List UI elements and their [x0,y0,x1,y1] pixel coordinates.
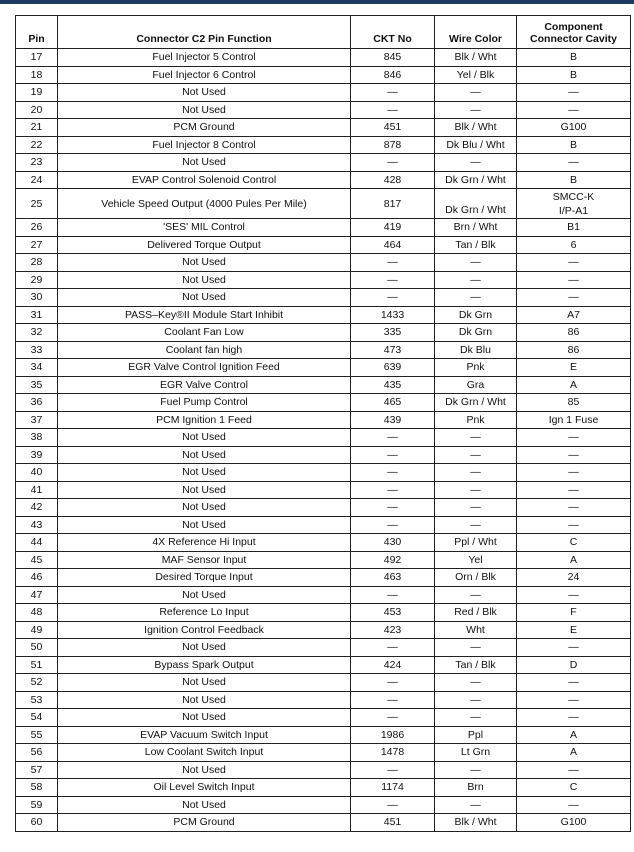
pin-cell: 35 [16,376,58,394]
ckt-cell: 492 [351,551,435,569]
function-cell: Not Used [58,796,351,814]
wire-color-cell: — [435,796,517,814]
ckt-cell: 423 [351,621,435,639]
pin-cell: 29 [16,271,58,289]
pin-cell: 57 [16,761,58,779]
cavity-cell: Ign 1 Fuse [517,411,631,429]
pin-cell: 21 [16,119,58,137]
function-cell: Low Coolant Switch Input [58,744,351,762]
ckt-cell: — [351,429,435,447]
wire-color-cell: — [435,101,517,119]
cavity-cell: — [517,154,631,172]
wire-color-cell: — [435,464,517,482]
ckt-cell: 435 [351,376,435,394]
ckt-cell: — [351,289,435,307]
function-cell: Coolant fan high [58,341,351,359]
function-cell: PASS–Key®II Module Start Inhibit [58,306,351,324]
ckt-cell: — [351,154,435,172]
ckt-cell: 1174 [351,779,435,797]
table-row [16,394,631,412]
ckt-cell: 419 [351,219,435,237]
table-row [16,586,631,604]
cavity-cell: G100 [517,119,631,137]
cavity-cell: B [517,49,631,67]
cavity-cell: — [517,446,631,464]
cavity-cell: C [517,534,631,552]
table-row [16,254,631,272]
table-header-row [16,16,631,49]
function-cell: Not Used [58,84,351,102]
pin-cell: 43 [16,516,58,534]
ckt-cell: 1478 [351,744,435,762]
ckt-cell: 817 [351,189,435,219]
header-ckt: CKT No [351,16,435,49]
ckt-cell: 451 [351,119,435,137]
function-cell: PCM Ground [58,119,351,137]
wire-color-cell: Dk Grn / Wht [435,394,517,412]
table-row [16,341,631,359]
wire-color-cell: Yel [435,551,517,569]
pin-cell: 49 [16,621,58,639]
pin-cell: 39 [16,446,58,464]
table-row [16,136,631,154]
wire-color-cell: Ppl [435,726,517,744]
pin-cell: 54 [16,709,58,727]
table-row [16,219,631,237]
wire-color-cell: Brn [435,779,517,797]
cavity-cell: D [517,656,631,674]
pin-cell: 24 [16,171,58,189]
function-cell: Fuel Injector 5 Control [58,49,351,67]
table-row [16,796,631,814]
table-row [16,411,631,429]
pin-cell: 18 [16,66,58,84]
wire-color-cell: Gra [435,376,517,394]
function-cell: Not Used [58,289,351,307]
cavity-cell: A7 [517,306,631,324]
pin-cell: 33 [16,341,58,359]
function-cell: Fuel Injector 8 Control [58,136,351,154]
ckt-cell: 473 [351,341,435,359]
function-cell: Not Used [58,464,351,482]
table-row [16,359,631,377]
pin-cell: 55 [16,726,58,744]
pin-cell: 48 [16,604,58,622]
function-cell: 4X Reference Hi Input [58,534,351,552]
pin-cell: 51 [16,656,58,674]
wire-color-cell: — [435,84,517,102]
pin-cell: 30 [16,289,58,307]
pin-cell: 26 [16,219,58,237]
pin-function-table [15,15,631,832]
table-row [16,236,631,254]
function-cell: Reference Lo Input [58,604,351,622]
pin-cell: 38 [16,429,58,447]
function-cell: PCM Ground [58,814,351,832]
table-row [16,621,631,639]
table-row [16,154,631,172]
function-cell: Fuel Injector 6 Control [58,66,351,84]
ckt-cell: — [351,796,435,814]
cavity-cell: 24 [517,569,631,587]
function-cell: Not Used [58,154,351,172]
ckt-cell: — [351,691,435,709]
cavity-cell: — [517,464,631,482]
function-cell: Not Used [58,481,351,499]
wire-color-cell: — [435,761,517,779]
function-cell: Not Used [58,429,351,447]
table-row [16,726,631,744]
pin-cell: 60 [16,814,58,832]
ckt-cell: 1433 [351,306,435,324]
cavity-cell: — [517,796,631,814]
pin-cell: 31 [16,306,58,324]
wire-color-cell: — [435,446,517,464]
cavity-cell: A [517,726,631,744]
wire-color-cell: Lt Grn [435,744,517,762]
cavity-cell: — [517,516,631,534]
ckt-cell: — [351,271,435,289]
pin-cell: 59 [16,796,58,814]
wire-color-cell: Dk Grn / Wht [435,189,517,219]
table-row [16,639,631,657]
table-row [16,481,631,499]
cavity-cell: 6 [517,236,631,254]
cavity-cell: A [517,551,631,569]
table-row [16,534,631,552]
function-cell: Not Used [58,674,351,692]
table-row [16,499,631,517]
ckt-cell: — [351,254,435,272]
table-row [16,516,631,534]
header-cavity-line2: Connector Cavity [530,33,617,45]
pin-cell: 22 [16,136,58,154]
wire-color-cell: Dk Blu / Wht [435,136,517,154]
table-row [16,691,631,709]
pin-cell: 28 [16,254,58,272]
ckt-cell: 439 [351,411,435,429]
pin-cell: 47 [16,586,58,604]
cavity-cell: — [517,271,631,289]
cavity-cell: — [517,254,631,272]
wire-color-cell: Tan / Blk [435,656,517,674]
cavity-cell: B [517,171,631,189]
function-cell: Not Used [58,639,351,657]
cavity-cell: — [517,429,631,447]
pin-cell: 52 [16,674,58,692]
cavity-cell: — [517,639,631,657]
function-cell: Ignition Control Feedback [58,621,351,639]
wire-color-cell: Dk Blu [435,341,517,359]
function-cell: Not Used [58,499,351,517]
pin-cell: 19 [16,84,58,102]
cavity-cell: — [517,84,631,102]
ckt-cell: 453 [351,604,435,622]
ckt-cell: — [351,709,435,727]
table-row [16,49,631,67]
function-cell: Not Used [58,586,351,604]
ckt-cell: — [351,639,435,657]
function-cell: Delivered Torque Output [58,236,351,254]
cavity-cell: — [517,101,631,119]
wire-color-cell: Blk / Wht [435,49,517,67]
table-row [16,656,631,674]
function-cell: MAF Sensor Input [58,551,351,569]
ckt-cell: — [351,464,435,482]
ckt-cell: 846 [351,66,435,84]
ckt-cell: — [351,761,435,779]
function-cell: EGR Valve Control [58,376,351,394]
table-row [16,779,631,797]
function-cell: Not Used [58,761,351,779]
pin-cell: 40 [16,464,58,482]
function-cell: Not Used [58,709,351,727]
cavity-cell [517,189,631,219]
wire-color-cell: Orn / Blk [435,569,517,587]
ckt-cell: — [351,499,435,517]
function-cell: Not Used [58,446,351,464]
header-wire-color: Wire Color [435,16,517,49]
wire-color-cell: Pnk [435,359,517,377]
cavity-cell: — [517,586,631,604]
wire-color-cell: Blk / Wht [435,119,517,137]
function-cell: Not Used [58,691,351,709]
pin-cell: 27 [16,236,58,254]
function-cell: EGR Valve Control Ignition Feed [58,359,351,377]
wire-color-cell: Blk / Wht [435,814,517,832]
function-cell: 'SES' MIL Control [58,219,351,237]
cavity-cell: B [517,136,631,154]
ckt-cell: — [351,481,435,499]
ckt-cell: — [351,674,435,692]
ckt-cell: 464 [351,236,435,254]
cavity-cell: — [517,691,631,709]
table-row [16,761,631,779]
wire-color-cell: — [435,481,517,499]
pin-cell: 56 [16,744,58,762]
wire-color-cell: Tan / Blk [435,236,517,254]
wire-color-cell: Wht [435,621,517,639]
function-cell: Coolant Fan Low [58,324,351,342]
pin-cell: 20 [16,101,58,119]
pin-cell: 53 [16,691,58,709]
window-top-bar [0,0,634,4]
wire-color-cell: — [435,254,517,272]
function-cell: PCM Ignition 1 Feed [58,411,351,429]
pin-cell: 36 [16,394,58,412]
wire-color-cell: — [435,289,517,307]
ckt-cell: — [351,101,435,119]
wire-color-cell: Ppl / Wht [435,534,517,552]
cavity-cell: A [517,376,631,394]
header-pin: Pin [16,16,58,49]
ckt-cell: 465 [351,394,435,412]
cavity-line2: I/P-A1 [558,204,589,217]
table-row [16,119,631,137]
function-cell: Not Used [58,516,351,534]
ckt-cell: — [351,446,435,464]
ckt-cell: 451 [351,814,435,832]
table-row [16,189,631,219]
cavity-cell: — [517,499,631,517]
cavity-cell: E [517,359,631,377]
table-row [16,464,631,482]
table-row [16,744,631,762]
cavity-cell: C [517,779,631,797]
cavity-cell: 86 [517,341,631,359]
ckt-cell: — [351,516,435,534]
table-row [16,674,631,692]
pin-cell: 25 [16,189,58,219]
wire-color-cell: — [435,154,517,172]
function-cell: Fuel Pump Control [58,394,351,412]
cavity-cell: — [517,674,631,692]
table-row [16,569,631,587]
ckt-cell: 1986 [351,726,435,744]
pin-cell: 42 [16,499,58,517]
pin-cell: 50 [16,639,58,657]
wire-color-cell: — [435,429,517,447]
cavity-cell: B [517,66,631,84]
pin-cell: 37 [16,411,58,429]
cavity-cell: B1 [517,219,631,237]
cavity-cell: — [517,481,631,499]
cavity-cell: — [517,289,631,307]
wire-color-cell: Dk Grn [435,324,517,342]
ckt-cell: 878 [351,136,435,154]
ckt-cell: 428 [351,171,435,189]
ckt-cell: 639 [351,359,435,377]
header-cavity-line1: Component [544,21,603,33]
cavity-cell: F [517,604,631,622]
table-row [16,66,631,84]
pin-cell: 34 [16,359,58,377]
pin-cell: 23 [16,154,58,172]
wire-color-cell: Brn / Wht [435,219,517,237]
table-row [16,84,631,102]
table-row [16,604,631,622]
function-cell: EVAP Control Solenoid Control [58,171,351,189]
ckt-cell: — [351,586,435,604]
wire-color-cell: — [435,691,517,709]
table-row [16,324,631,342]
pin-cell: 44 [16,534,58,552]
ckt-cell: 424 [351,656,435,674]
cavity-line1: SMCC-K [552,190,595,203]
cavity-cell: — [517,709,631,727]
function-cell: Desired Torque Input [58,569,351,587]
wire-color-cell: Dk Grn / Wht [435,171,517,189]
wire-color-cell: — [435,639,517,657]
table-row [16,306,631,324]
ckt-cell: — [351,84,435,102]
table-row [16,429,631,447]
wire-color-cell: — [435,674,517,692]
cavity-cell: A [517,744,631,762]
ckt-cell: 845 [351,49,435,67]
cavity-cell: G100 [517,814,631,832]
wire-color-cell: Yel / Blk [435,66,517,84]
table-row [16,376,631,394]
wire-color-cell: Red / Blk [435,604,517,622]
function-cell: EVAP Vacuum Switch Input [58,726,351,744]
table-row [16,271,631,289]
function-cell: Bypass Spark Output [58,656,351,674]
header-function: Connector C2 Pin Function [58,16,351,49]
table-row [16,101,631,119]
header-cavity [517,16,631,49]
wire-color-cell: Pnk [435,411,517,429]
function-cell: Oil Level Switch Input [58,779,351,797]
table-row [16,814,631,832]
wire-color-cell: — [435,709,517,727]
ckt-cell: 335 [351,324,435,342]
function-cell: Not Used [58,101,351,119]
function-cell: Not Used [58,254,351,272]
cavity-cell: 85 [517,394,631,412]
pin-cell: 58 [16,779,58,797]
pin-cell: 46 [16,569,58,587]
pin-cell: 41 [16,481,58,499]
cavity-cell: — [517,761,631,779]
table-row [16,289,631,307]
wire-color-cell: — [435,586,517,604]
wire-color-cell: — [435,516,517,534]
table-row [16,171,631,189]
ckt-cell: 463 [351,569,435,587]
wire-color-cell: — [435,271,517,289]
wire-color-cell: — [435,499,517,517]
pin-cell: 17 [16,49,58,67]
pin-cell: 45 [16,551,58,569]
table-row [16,551,631,569]
wire-color-cell: Dk Grn [435,306,517,324]
cavity-cell: 86 [517,324,631,342]
pin-cell: 32 [16,324,58,342]
table-row [16,446,631,464]
ckt-cell: 430 [351,534,435,552]
function-cell: Vehicle Speed Output (4000 Pules Per Mile) [58,189,351,219]
cavity-cell: E [517,621,631,639]
table-row [16,709,631,727]
function-cell: Not Used [58,271,351,289]
